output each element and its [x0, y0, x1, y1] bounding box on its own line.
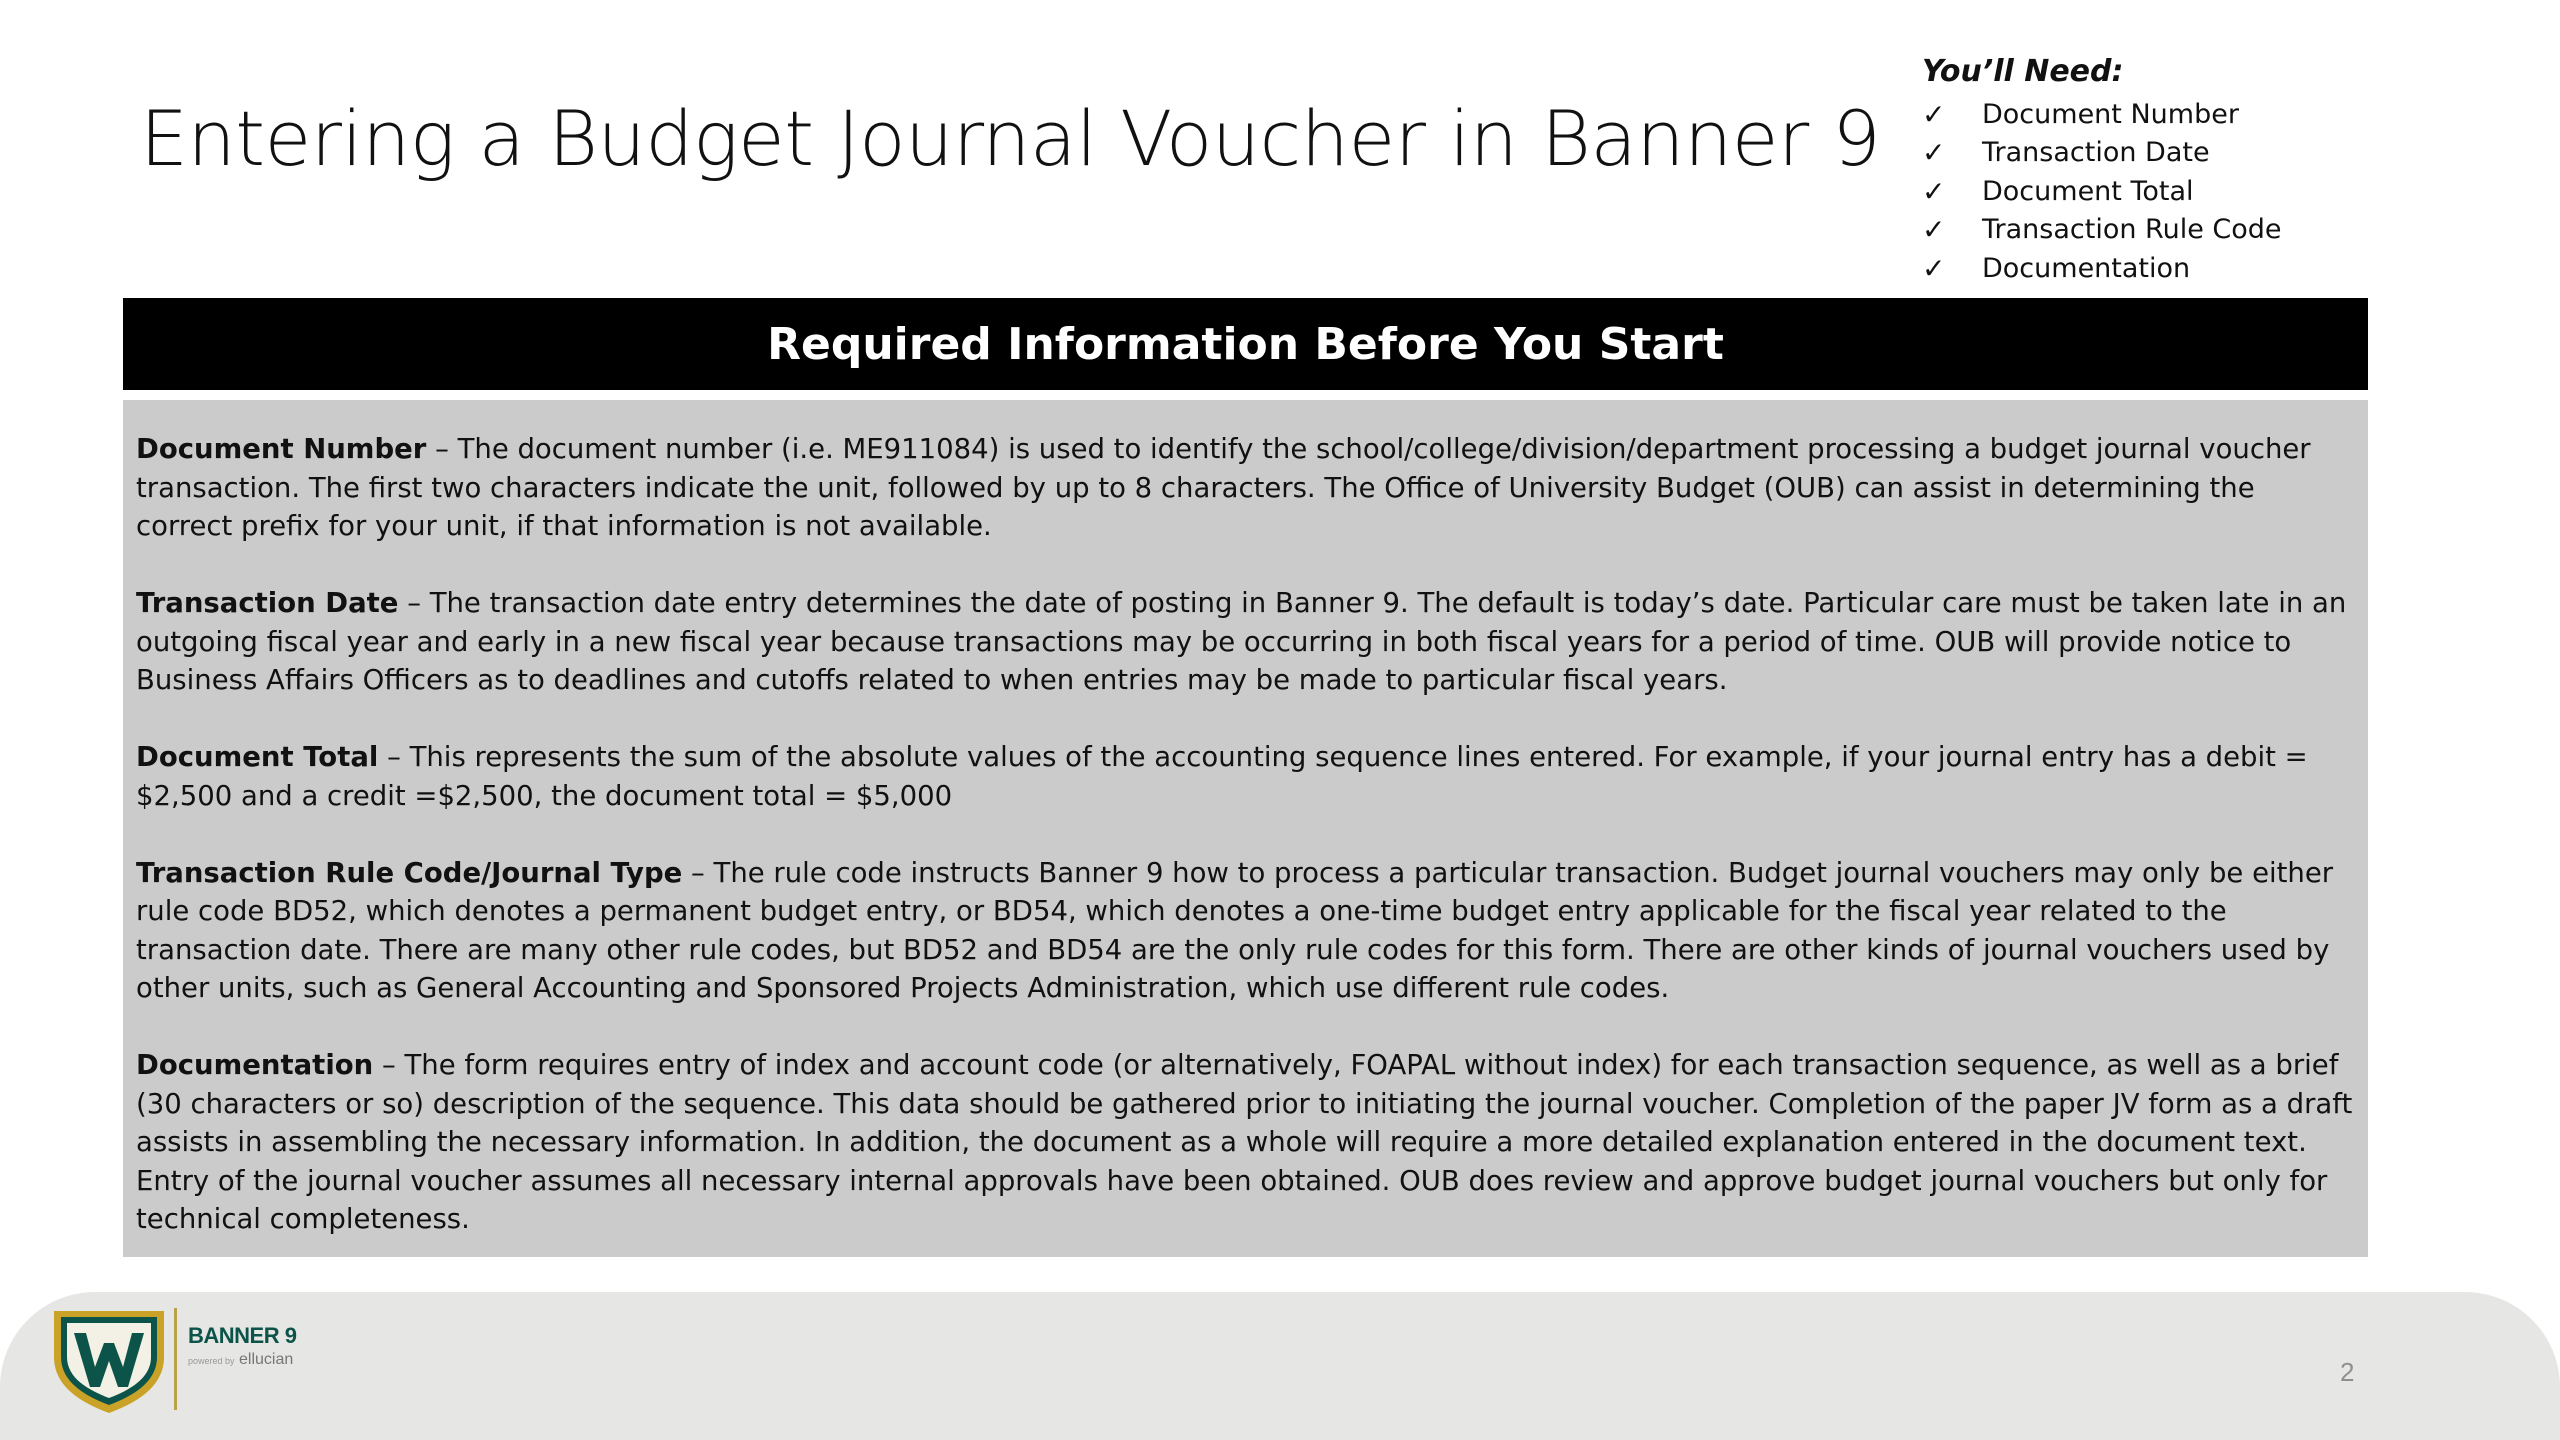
paragraph-term: Transaction Rule Code/Journal Type — [136, 856, 683, 889]
banner-brand-text: BANNER 9 — [188, 1323, 297, 1348]
powered-by-text: powered by — [188, 1356, 235, 1366]
paragraph-text: – This represents the sum of the absolute values of the accounting sequence lines entered. For example, if your journal entry has a debit = $2,500 and a credit =$2,500, the document total = $5,000 — [136, 741, 2308, 812]
page-number: 2 — [2340, 1357, 2355, 1387]
paragraph-text: – The rule code instructs Banner 9 how to process a particular transaction. Budget journal vouchers may only be either rule code BD52, which denotes a permanent budget entry, or BD54, which denotes a one-time budget entry applicable for the fiscal year related to the transaction date. There are many other rule codes, but BD52 and BD54 are the only rule codes for this form. There are other kinds of journal vouchers used by other units, such as General Accounting and Sponsored Projects Administration, which use different rule codes. — [136, 856, 2334, 1004]
checklist-item-label: Transaction Rule Code — [1982, 214, 2282, 246]
checkmark-icon: ✓ — [1922, 213, 1946, 247]
content-panel — [123, 400, 2368, 1257]
paragraph-term: Transaction Date — [136, 587, 399, 619]
paragraph-transaction-date — [136, 584, 2354, 700]
paragraph-transaction-rule-code — [136, 854, 2354, 1008]
ellucian-wordmark — [188, 1351, 296, 1369]
checkmark-icon: ✓ — [1922, 97, 1946, 131]
paragraph-text: – The transaction date entry determines the date of posting in Banner 9. The default is today’s date. Particular care must be taken late in an outgoing fiscal year and early in a new fiscal year because transactions may be occurring in both fiscal years for a period of time. OUB will provide notice to Business Affairs Officers as to deadlines and cutoffs related to when entries may be made to particular fiscal years. — [136, 587, 2347, 696]
paragraph-documentation — [136, 1046, 2354, 1239]
section-banner-title: Required Information Before You Start — [767, 318, 1724, 370]
footer-bar — [0, 1292, 2560, 1440]
checklist-item-label: Document Number — [1982, 98, 2239, 130]
paragraph-term: Documentation — [136, 1049, 374, 1081]
youll-need-checklist — [1922, 52, 2282, 288]
paragraph-term: Document Total — [136, 741, 379, 773]
logo-divider — [174, 1308, 177, 1410]
wayne-state-shield-icon — [48, 1303, 170, 1415]
paragraph-text: – The document number (i.e. ME911084) is used to identify the school/college/division/department processing a budget journal voucher transaction. The first two characters indicate the unit, followed by up to 8 characters. The Office of University Budget (OUB) can assist in determining the correct prefix for your unit, if that information is not available. — [136, 433, 2311, 542]
checklist-items — [1922, 95, 2282, 288]
section-banner — [123, 298, 2368, 390]
checkmark-icon: ✓ — [1922, 251, 1946, 285]
paragraph-document-total — [136, 738, 2354, 815]
checklist-item — [1922, 95, 2282, 134]
checklist-item-label: Document Total — [1982, 175, 2194, 207]
checklist-item — [1922, 249, 2282, 288]
page-title: Entering a Budget Journal Voucher in Banner 9 — [140, 94, 1881, 183]
paragraph-term: Document Number — [136, 433, 427, 465]
checkmark-icon: ✓ — [1922, 174, 1946, 208]
checklist-item-label: Transaction Date — [1982, 137, 2210, 169]
checkmark-icon: ✓ — [1922, 136, 1946, 170]
checklist-item — [1922, 172, 2282, 211]
checklist-item-label: Documentation — [1982, 252, 2191, 284]
ellucian-text: ellucian — [238, 1351, 294, 1368]
checklist-heading: You’ll Need: — [1922, 54, 2124, 89]
checklist-item — [1922, 211, 2282, 250]
paragraph-text: – The form requires entry of index and account code (or alternatively, FOAPAL without index) for each transaction sequence, as well as a brief (30 characters or so) description of the sequence. This data should be gathered prior to initiating the journal voucher. Completion of the paper JV form as a draft assists in assembling the necessary information. In addition, the document as a whole will require a more detailed explanation entered in the document text. Entry of the journal voucher assumes all necessary internal approvals have been obtained. OUB does review and approve budget journal vouchers but only for technical completeness. — [136, 1049, 2353, 1235]
banner-logo-wordmark — [188, 1323, 296, 1369]
checklist-item — [1922, 134, 2282, 173]
paragraph-document-number — [136, 430, 2354, 546]
